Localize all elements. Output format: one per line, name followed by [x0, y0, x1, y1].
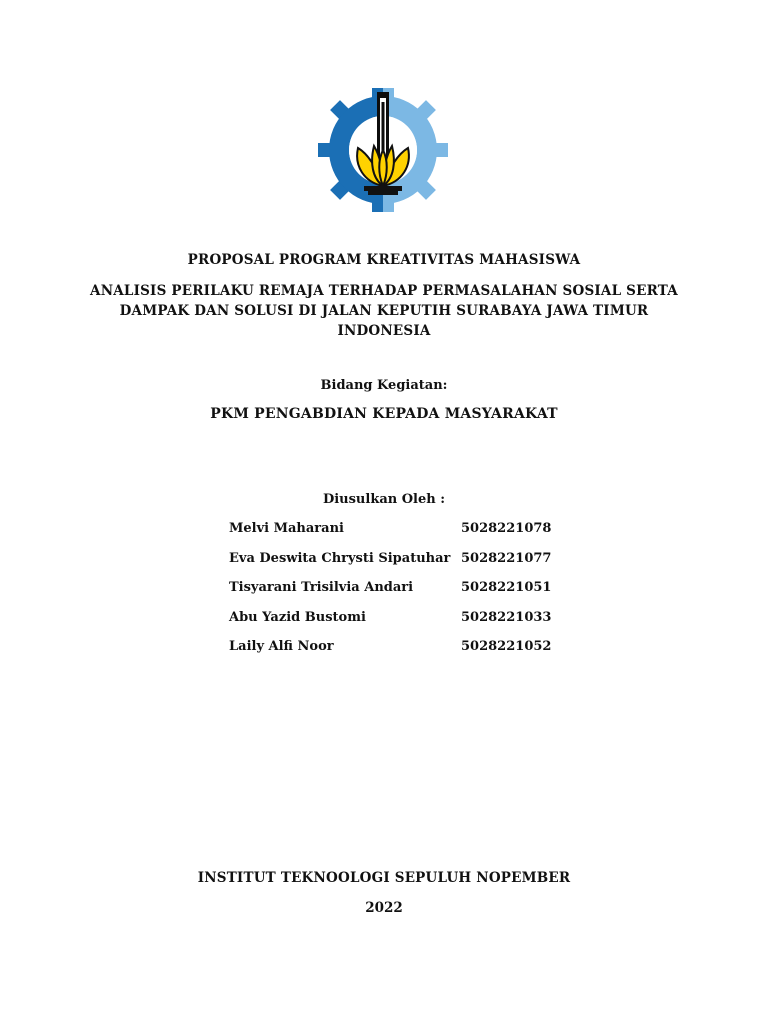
- member-id: 5028221077: [461, 550, 552, 566]
- its-emblem-logo: [316, 86, 450, 214]
- member-name: Abu Yazid Bustomi: [229, 609, 366, 625]
- member-row: [229, 521, 569, 551]
- member-name: Eva Deswita Chrysti Sipatuhar: [229, 550, 451, 566]
- field-label: Bidang Kegiatan:: [320, 378, 448, 393]
- member-name: Melvi Maharani: [229, 521, 344, 536]
- member-id: 5028221078: [461, 521, 552, 536]
- proposal-title: PROPOSAL PROGRAM KREATIVITAS MAHASISWA: [187, 252, 581, 268]
- member-row: [229, 610, 569, 640]
- member-name: Laily Alfi Noor: [229, 639, 334, 654]
- research-title-line: INDONESIA: [337, 323, 431, 339]
- member-row: [229, 551, 569, 581]
- member-row: [229, 580, 569, 610]
- institution-name: INSTITUT TEKNOOLOGI SEPULUH NOPEMBER: [197, 870, 571, 886]
- research-title: [0, 281, 768, 341]
- field-value: PKM PENGABDIAN KEPADA MASYARAKAT: [210, 406, 558, 422]
- member-id: 5028221033: [461, 609, 552, 625]
- member-id: 5028221052: [461, 639, 552, 654]
- member-row: [229, 639, 569, 669]
- research-title-line: ANALISIS PERILAKU REMAJA TERHADAP PERMASALAHAN SOSIAL SERTA: [90, 283, 678, 299]
- year: 2022: [365, 900, 403, 916]
- proposed-by-label: Diusulkan Oleh :: [322, 492, 446, 507]
- member-id: 5028221051: [461, 580, 552, 595]
- research-title-line: DAMPAK DAN SOLUSI DI JALAN KEPUTIH SURABAYA JAWA TIMUR: [119, 303, 649, 319]
- member-name: Tisyarani Trisilvia Andari: [229, 580, 414, 595]
- member-list: [229, 521, 569, 669]
